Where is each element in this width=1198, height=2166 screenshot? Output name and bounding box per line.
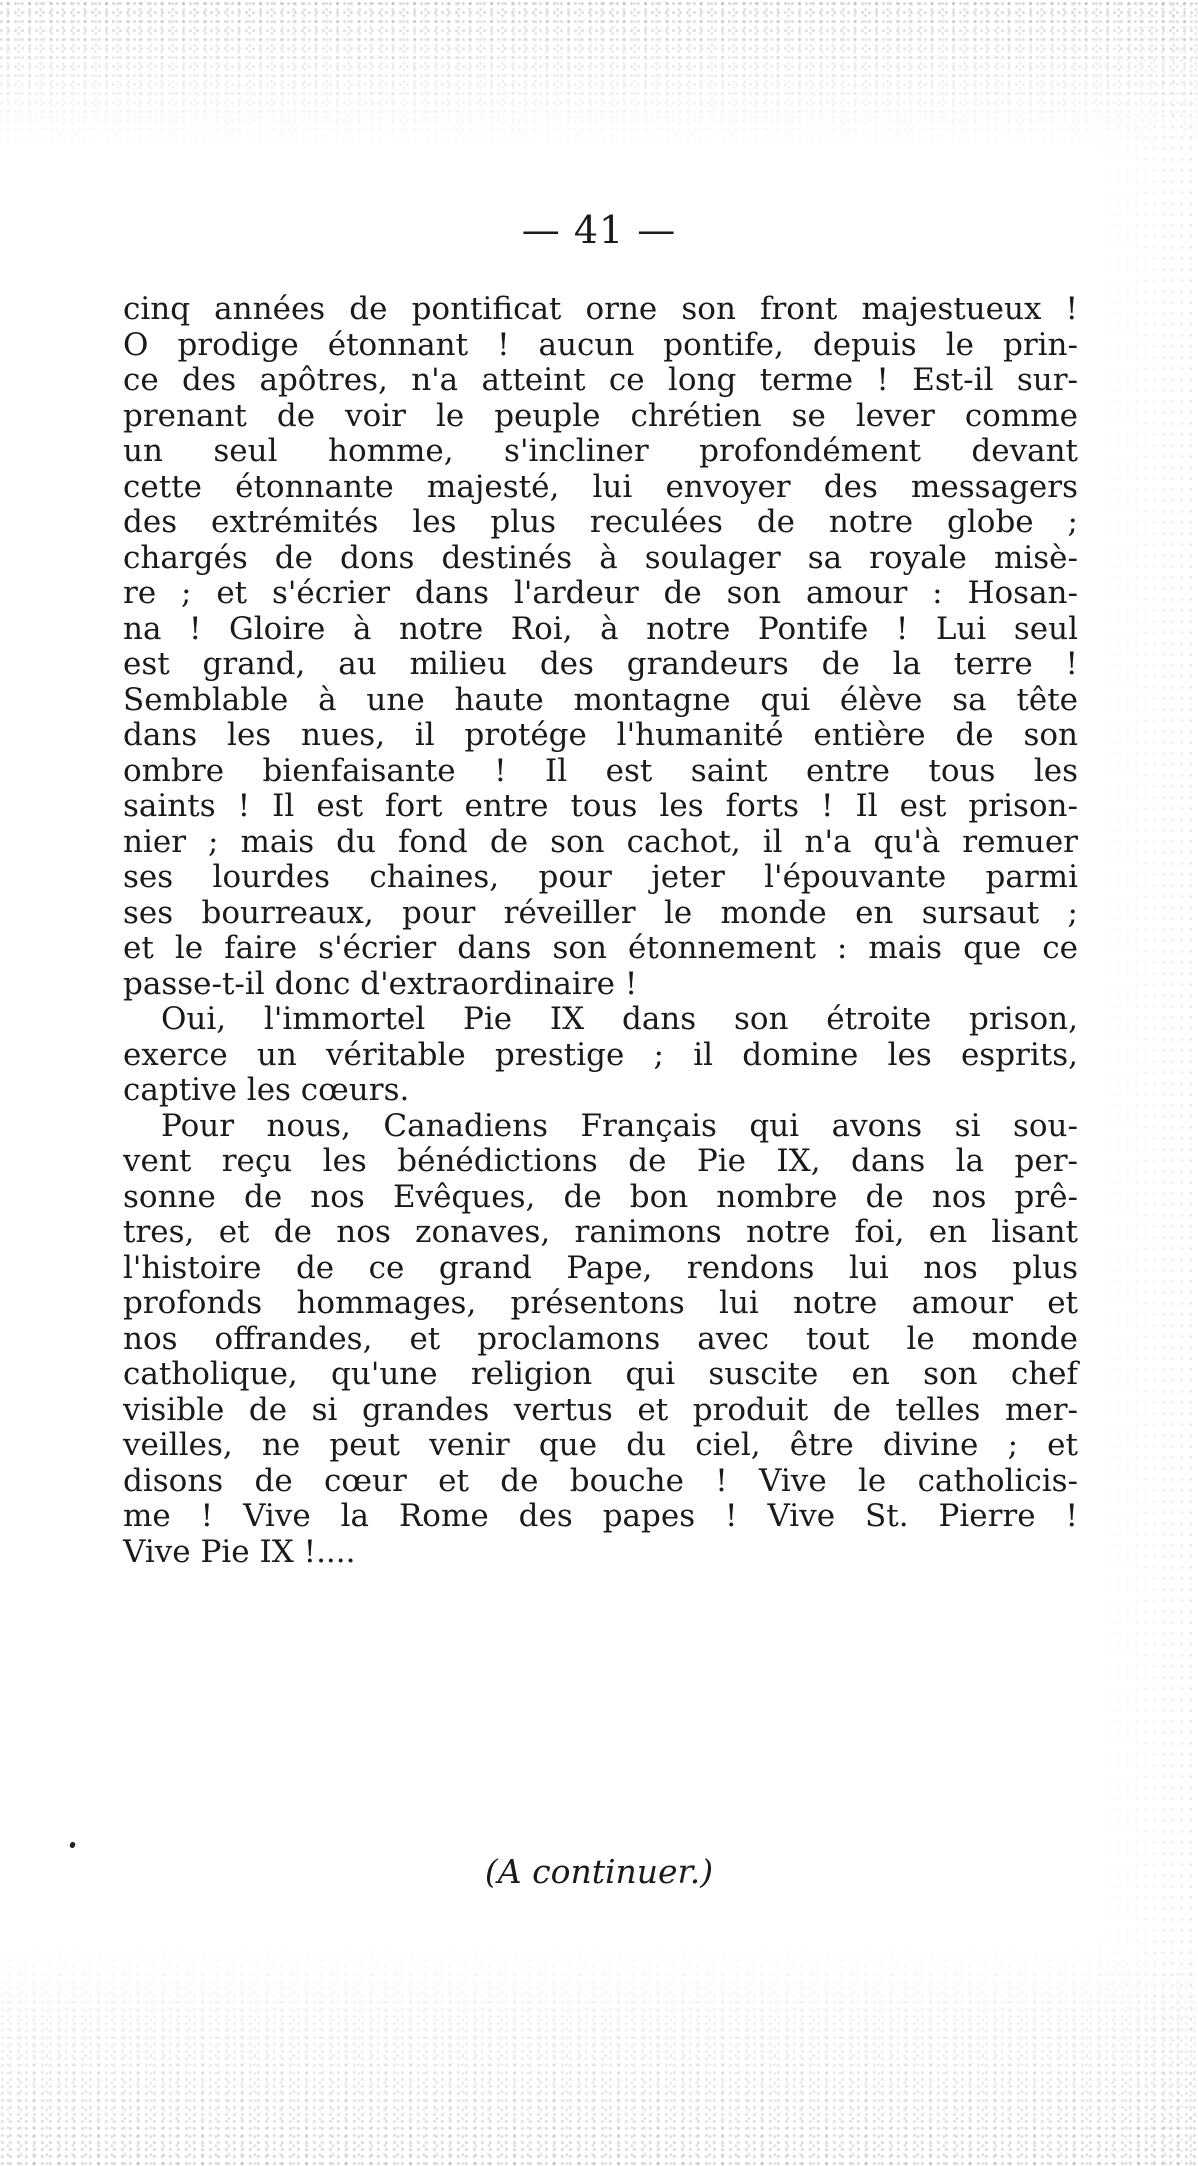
text-line: O prodige étonnant ! aucun pontife, depuis le prin- bbox=[123, 326, 1078, 363]
text-line: des extrémités les plus reculées de notre globe ; bbox=[123, 504, 1078, 540]
text-line: Pour nous, Canadiens Français qui avons si sou- bbox=[161, 1107, 1078, 1144]
text-line: ses lourdes chaines, pour jeter l'épouvante parmi bbox=[123, 859, 1078, 895]
text-line: catholique, qu'une religion qui suscite en son chef bbox=[123, 1356, 1078, 1392]
text-line: captive les cœurs. bbox=[123, 1072, 410, 1108]
text-line: profonds hommages, présentons lui notre amour et bbox=[123, 1285, 1078, 1321]
text-line: disons de cœur et de bouche ! Vive le catholicis- bbox=[123, 1462, 1078, 1499]
text-line: Vive Pie IX !.... bbox=[123, 1533, 356, 1570]
text-line: Oui, l'immortel Pie IX dans son étroite prison, bbox=[161, 1001, 1078, 1037]
text-line: l'histoire de ce grand Pape, rendons lui nos plus bbox=[123, 1249, 1078, 1286]
text-line: est grand, au milieu des grandeurs de la terre ! bbox=[123, 646, 1078, 682]
text-line: chargés de dons destinés à soulager sa royale misè- bbox=[123, 539, 1078, 576]
text-line: exerce un véritable prestige ; il domine les esprits, bbox=[123, 1036, 1078, 1073]
text-line: ombre bienfaisante ! Il est saint entre tous les bbox=[123, 752, 1078, 789]
text-line: saints ! Il est fort entre tous les forts ! Il est prison- bbox=[123, 788, 1078, 824]
top-noise bbox=[0, 0, 1198, 150]
text-line: Semblable à une haute montagne qui élève sa tête bbox=[123, 681, 1078, 718]
text-line: dans les nues, il protége l'humanité entière de son bbox=[123, 717, 1078, 753]
text-line: cette étonnante majesté, lui envoyer des messagers bbox=[123, 468, 1078, 505]
text-line: et le faire s'écrier dans son étonnement : mais que ce bbox=[123, 930, 1078, 966]
text-line: prenant de voir le peuple chrétien se lever comme bbox=[123, 397, 1078, 434]
text-line: ses bourreaux, pour réveiller le monde en sursaut ; bbox=[123, 894, 1078, 931]
text-line: cinq années de pontificat orne son front majestueux ! bbox=[123, 291, 1078, 327]
text-line: na ! Gloire à notre Roi, à notre Pontife ! Lui seul bbox=[123, 610, 1078, 647]
bottom-noise bbox=[0, 1936, 1198, 2166]
text-line: vent reçu les bénédictions de Pie IX, dans la per- bbox=[123, 1143, 1078, 1179]
ink-speck bbox=[69, 1841, 76, 1849]
continuation-note: (A continuer.) bbox=[484, 1852, 714, 1891]
text-line: nier ; mais du fond de son cachot, il n'a qu'à remuer bbox=[123, 823, 1078, 860]
body-text bbox=[123, 292, 1078, 1570]
text-line: veilles, ne peut venir que du ciel, être divine ; et bbox=[123, 1427, 1078, 1463]
text-line: sonne de nos Evêques, de bon nombre de nos prê- bbox=[123, 1178, 1078, 1215]
text-line: me ! Vive la Rome des papes ! Vive St. Pierre ! bbox=[123, 1498, 1078, 1534]
text-line: passe-t-il donc d'extraordinaire ! bbox=[123, 965, 638, 1002]
text-line: re ; et s'écrier dans l'ardeur de son amour : Hosan- bbox=[123, 575, 1078, 611]
page-number: — 41 — bbox=[521, 208, 677, 252]
text-line: visible de si grandes vertus et produit de telles mer- bbox=[123, 1391, 1078, 1428]
text-line: un seul homme, s'incliner profondément devant bbox=[123, 433, 1078, 469]
text-line: tres, et de nos zonaves, ranimons notre foi, en lisant bbox=[123, 1214, 1078, 1250]
text-line: nos offrandes, et proclamons avec tout le monde bbox=[123, 1320, 1078, 1357]
text-line: ce des apôtres, n'a atteint ce long terme ! Est-il sur- bbox=[123, 362, 1078, 398]
right-edge-noise bbox=[1088, 0, 1198, 2166]
